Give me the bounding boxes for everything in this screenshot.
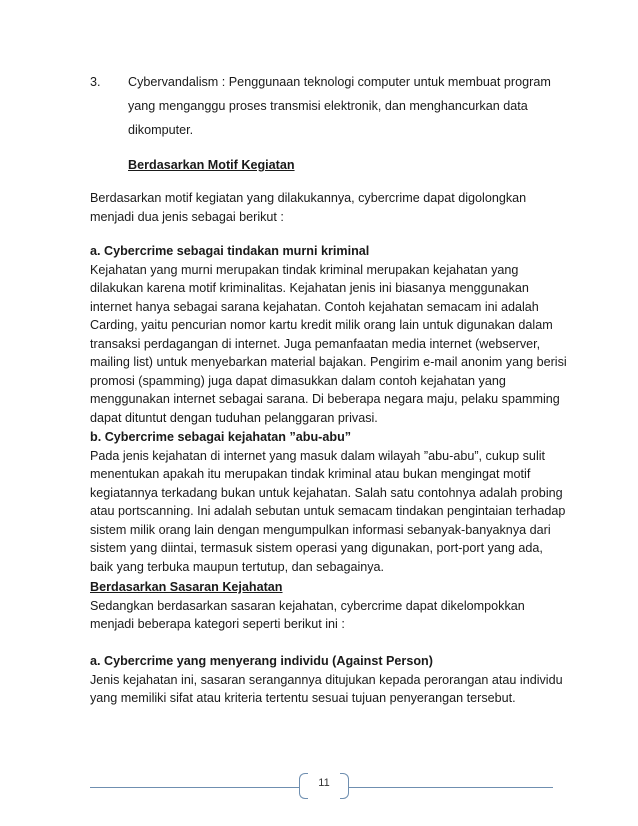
text-line: baik yang terbuka maupun tertutup, dan sebagainya. [90, 559, 385, 574]
text-line: yang memiliki sifat atau kriteria tertentu sesuai tujuan penyerangan tersebut. [90, 691, 516, 705]
text-line: dikomputer. [128, 123, 194, 137]
paragraph-sasaran-intro [90, 578, 570, 634]
paragraph-motif-intro [90, 189, 570, 226]
list-number: 3. [90, 75, 101, 89]
text-line: Cybervandalism : Penggunaan teknologi computer untuk membuat program [128, 75, 551, 89]
text-line: menentukan apakah itu merupakan tindak kriminal atau bukan mengingat motif [90, 467, 531, 481]
text-line: dapat dituntut dengan tuduhan pelanggaran privasi. [90, 410, 378, 425]
paragraph-motif-b [90, 428, 570, 576]
text-line: Sedangkan berdasarkan sasaran kejahatan, cybercrime dapat dikelompokkan [90, 598, 525, 613]
section-heading-sasaran: Berdasarkan Sasaran Kejahatan [90, 580, 283, 594]
paragraph-motif-a [90, 242, 570, 427]
text-line: dilakukan karena motif kriminalitas. Kejahatan jenis ini biasanya menggunakan [90, 281, 529, 295]
text-line: promosi (spamming) juga dapat dimasukkan dalam contoh kejahatan yang [90, 373, 506, 388]
text-line: internet hanya sebagai sarana kejahatan. Contoh kejahatan semacam ini adalah [90, 299, 539, 314]
subsection-title: b. Cybercrime sebagai kejahatan ”abu-abu” [90, 430, 352, 444]
footer-bracket-left [299, 773, 308, 799]
text-line: atau portscanning. Ini adalah sebutan untuk semacam tindakan pengintaian terhadap [90, 504, 566, 518]
text-line: yang menganggu proses transmisi elektronik, dan menghancurkan data [128, 99, 528, 113]
footer-bracket-right [340, 773, 349, 799]
list-item-text [128, 70, 560, 142]
text-line: Pada jenis kejahatan di internet yang masuk dalam wilayah ”abu-abu”, cukup sulit [90, 448, 546, 463]
text-line: Carding, yaitu pencurian nomor kartu kredit milik orang lain untuk digunakan dalam [90, 318, 553, 332]
subsection-title: a. Cybercrime sebagai tindakan murni kriminal [90, 244, 370, 258]
text-line: mailing list) untuk menyebarkan material bajakan. Pengirim e-mail anonim yang berisi [90, 355, 567, 369]
text-line: menggunakan internet sebagai sarana. Di beberapa negara maju, pelaku spamming [90, 392, 560, 406]
paragraph-sasaran-a [90, 652, 570, 708]
text-line: transaksi perdagangan di internet. Juga pemanfaatan media internet (webserver, [90, 336, 541, 351]
page-number: 11 [318, 777, 330, 789]
text-line: sistem yang diintai, termasuk sistem operasi yang digunakan, port-port yang ada, [90, 541, 543, 555]
text-line: menjadi beberapa kategori seperti berikut ini : [90, 617, 345, 631]
list-item-3 [90, 70, 560, 142]
text-line: Berdasarkan motif kegiatan yang dilakukannya, cybercrime dapat digolongkan [90, 191, 527, 205]
text-line: sistem milik orang lain dengan mengumpulkan informasi sebanyak-banyaknya dari [90, 522, 551, 537]
text-line: Kejahatan yang murni merupakan tindak kriminal merupakan kejahatan yang [90, 262, 519, 277]
text-line: menjadi dua jenis sebagai berikut : [90, 209, 284, 224]
text-line: kegiatannya terkadang bukan untuk kejahatan. Salah satu contohnya adalah probing [90, 485, 563, 500]
footer-rule-left [90, 787, 299, 788]
section-heading-motif: Berdasarkan Motif Kegiatan [128, 158, 295, 172]
footer-rule-right [349, 787, 553, 788]
text-line: Jenis kejahatan ini, sasaran serangannya ditujukan kepada perorangan atau individu [90, 672, 563, 687]
subsection-title: a. Cybercrime yang menyerang individu (Against Person) [90, 654, 433, 668]
